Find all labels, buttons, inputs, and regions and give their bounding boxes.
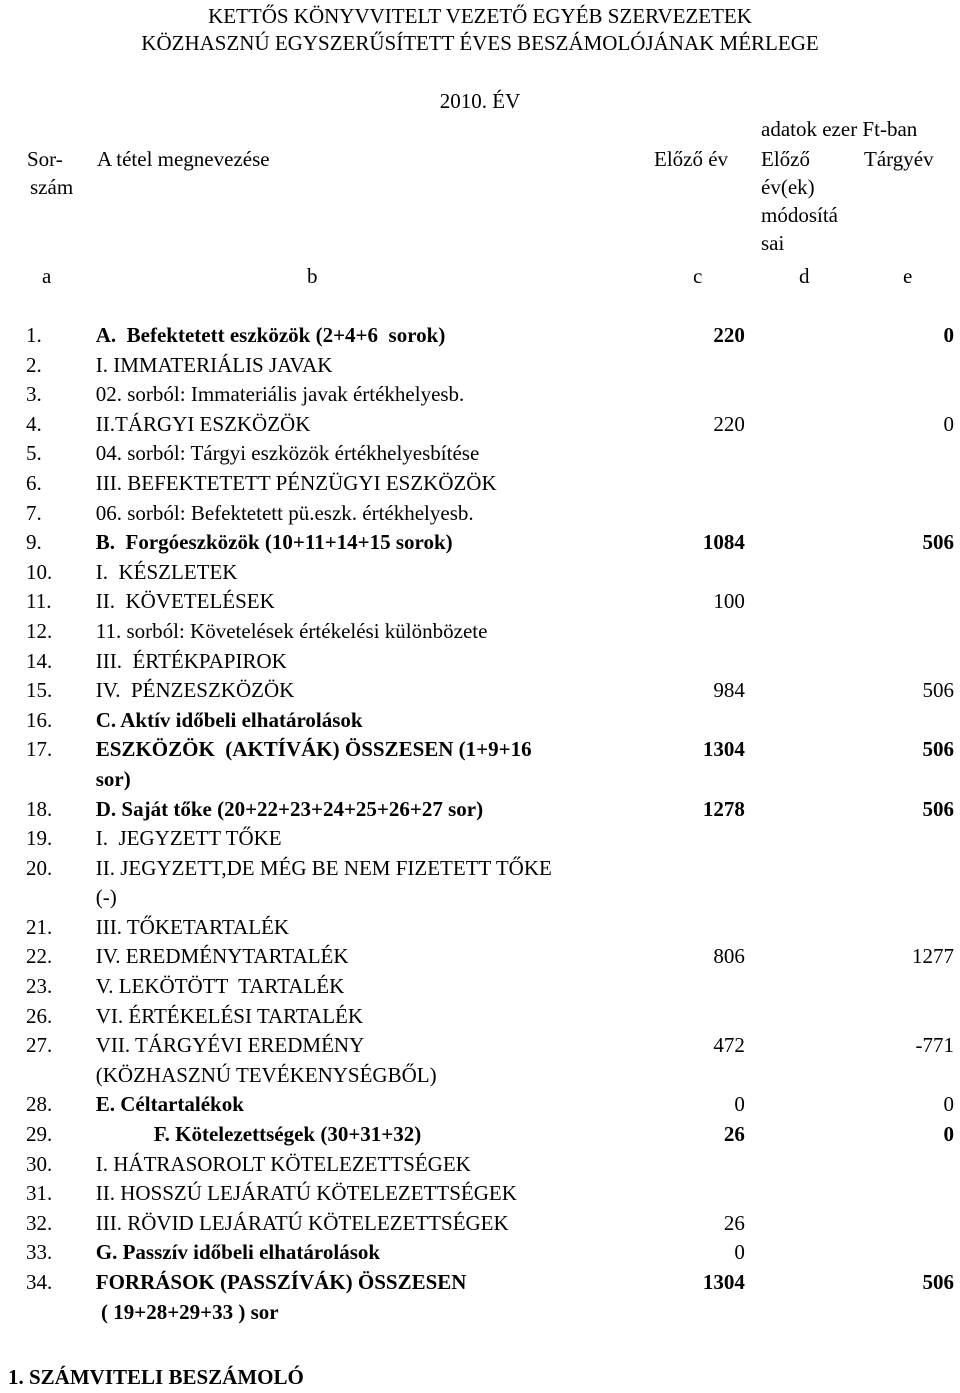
table-row (24, 1120, 956, 1150)
row-item-name (96, 321, 616, 351)
row-item-name-text: VII. TÁRGYÉVI EREDMÉNY (95, 1033, 365, 1058)
row-prev-year-value: 1304 (702, 1270, 745, 1294)
header-prev-year: Előző év (654, 147, 729, 171)
row-item-name-text: 02. sorból: Immateriális javak értékhelyesb. (95, 382, 465, 407)
row-item-name (96, 795, 616, 825)
row-number: 21. (26, 914, 53, 939)
row-item-name-text: B. Forgóeszközök (10+11+14+15 sorok) (95, 530, 453, 555)
row-item-name-continuation: (-) (95, 885, 117, 910)
row-prev-year-value: 1084 (702, 530, 745, 555)
row-item-name-text: III. TŐKETARTALÉK (95, 914, 290, 939)
row-item-name (96, 972, 616, 1002)
row-item-name-text: IV. EREDMÉNYTARTALÉK (95, 944, 349, 969)
table-row (24, 321, 956, 351)
row-item-name-text: II.TÁRGYI ESZKÖZÖK (95, 411, 311, 436)
row-item-name (96, 942, 616, 972)
unit-note: adatok ezer Ft-ban (761, 117, 918, 141)
title-line-1: KETTŐS KÖNYVVITELT VEZETŐ EGYÉB SZERVEZETEK (208, 4, 752, 28)
row-number: 2. (26, 352, 42, 377)
row-number: 34. (26, 1270, 53, 1294)
row-number: 17. (26, 737, 53, 762)
row-prev-year-value (615, 469, 745, 499)
row-current-year-value (745, 380, 956, 410)
table-row (24, 1090, 956, 1120)
row-prev-year-value (615, 499, 745, 529)
row-item-name (96, 528, 616, 558)
header-sorszam-2: szám (30, 175, 74, 199)
table-row (24, 1002, 956, 1032)
table-row (24, 410, 956, 440)
table-row (24, 469, 956, 499)
row-prev-year-value (615, 706, 745, 736)
row-prev-year-value (615, 380, 745, 410)
header-letter-a: a (42, 264, 52, 288)
table-row (24, 1268, 956, 1327)
row-item-name (96, 558, 616, 588)
row-prev-year-value (615, 1150, 745, 1180)
row-prev-year-value (615, 824, 745, 854)
row-item-name-text: 06. sorból: Befektetett pü.eszk. értékhelyesb. (95, 500, 474, 525)
table-row (24, 587, 956, 617)
row-prev-year-value: 806 (713, 944, 745, 969)
row-number: 22. (26, 944, 53, 969)
row-item-name-text: G. Passzív időbeli elhatárolások (95, 1240, 381, 1265)
row-item-name (96, 617, 616, 647)
row-number: 5. (26, 441, 42, 466)
row-prev-year-value (615, 854, 745, 913)
row-number: 11. (26, 589, 52, 614)
row-number: 27. (26, 1033, 53, 1058)
table-row (24, 1209, 956, 1239)
row-item-name-text: III. ÉRTÉKPAPIROK (95, 648, 287, 673)
row-item-name (96, 1179, 616, 1209)
row-item-name (96, 1090, 616, 1120)
row-item-name (96, 439, 616, 469)
table-row (24, 735, 956, 794)
row-item-name-text: III. BEFEKTETETT PÉNZÜGYI ESZKÖZÖK (95, 470, 497, 495)
row-item-name-text: ESZKÖZÖK (AKTÍVÁK) ÖSSZESEN (1+9+16 (95, 737, 532, 762)
row-current-year-value (745, 647, 956, 677)
row-prev-year-value: 1278 (702, 796, 745, 821)
header-modification-3: módosítá (761, 203, 838, 227)
row-item-name-text: C. Aktív időbeli elhatárolások (95, 707, 363, 732)
table-row (24, 942, 956, 972)
row-item-name-continuation: ( 19+28+29+33 ) sor (95, 1299, 279, 1324)
row-item-name-text: I. IMMATERIÁLIS JAVAK (95, 352, 333, 377)
title-line-2: KÖZHASZNÚ EGYSZERŰSÍTETT ÉVES BESZÁMOLÓJÁNAK MÉRLEGE (141, 31, 819, 55)
table-row (24, 380, 956, 410)
row-current-year-value: 0 (943, 1092, 954, 1117)
row-prev-year-value: 1304 (702, 737, 745, 762)
header-letter-c: c (693, 264, 703, 288)
table-row (24, 647, 956, 677)
row-prev-year-value (615, 558, 745, 588)
header-letter-d: d (799, 264, 810, 288)
row-prev-year-value (615, 972, 745, 1002)
row-item-name (96, 706, 616, 736)
row-item-name (96, 1268, 616, 1327)
table-row (24, 1150, 956, 1180)
row-number: 26. (26, 1003, 53, 1028)
table-row (24, 972, 956, 1002)
row-current-year-value (745, 1209, 956, 1239)
row-item-name (96, 1002, 616, 1032)
header-current-year: Tárgyév (864, 147, 934, 171)
row-item-name (96, 854, 616, 913)
row-item-name-text: I. HÁTRASOROLT KÖTELEZETTSÉGEK (95, 1151, 471, 1176)
row-number: 18. (26, 796, 53, 821)
row-item-name (96, 1120, 616, 1150)
row-number: 29. (26, 1122, 53, 1147)
row-item-name (96, 499, 616, 529)
balance-table (24, 321, 956, 1327)
header-letter-e: e (903, 264, 913, 288)
row-item-name-text: VI. ÉRTÉKELÉSI TARTALÉK (95, 1003, 364, 1028)
row-prev-year-value: 100 (713, 589, 745, 614)
row-item-name-text: I. KÉSZLETEK (95, 559, 238, 584)
row-item-name-text: II. JEGYZETT,DE MÉG BE NEM FIZETETT TŐKE (95, 855, 552, 880)
row-number: 33. (26, 1240, 53, 1265)
row-current-year-value: -771 (915, 1033, 954, 1058)
row-item-name-text: A. Befektetett eszközök (2+4+6 sorok) (95, 323, 446, 347)
row-prev-year-value (615, 1179, 745, 1209)
row-current-year-value: 506 (922, 530, 954, 555)
row-prev-year-value (615, 617, 745, 647)
row-item-name (96, 380, 616, 410)
header-modification-1: Előző (761, 147, 810, 171)
row-number: 30. (26, 1151, 53, 1176)
row-item-name (96, 469, 616, 499)
row-item-name (96, 824, 616, 854)
row-current-year-value (745, 587, 956, 617)
row-item-name-text: II. KÖVETELÉSEK (95, 589, 275, 614)
row-number: 14. (26, 648, 53, 673)
row-current-year-value (745, 439, 956, 469)
row-prev-year-value (615, 351, 745, 381)
row-item-name (96, 1150, 616, 1180)
row-number: 7. (26, 500, 42, 525)
table-row (24, 854, 956, 913)
row-number: 20. (26, 855, 53, 880)
row-item-name (96, 1209, 616, 1239)
row-current-year-value (745, 351, 956, 381)
row-number: 10. (26, 559, 53, 584)
row-number: 16. (26, 707, 53, 732)
row-current-year-value (745, 469, 956, 499)
row-prev-year-value (615, 647, 745, 677)
row-current-year-value: 0 (943, 323, 954, 347)
row-number: 28. (26, 1092, 53, 1117)
row-current-year-value (745, 617, 956, 647)
row-item-name (96, 587, 616, 617)
row-prev-year-value: 26 (723, 1122, 745, 1147)
table-row (24, 1031, 956, 1090)
row-item-name-text: IV. PÉNZESZKÖZÖK (95, 678, 295, 703)
row-current-year-value (745, 1150, 956, 1180)
table-row (24, 795, 956, 825)
row-prev-year-value: 220 (713, 323, 745, 347)
row-item-name (96, 410, 616, 440)
row-number: 3. (26, 382, 42, 407)
row-prev-year-value: 0 (734, 1092, 745, 1117)
table-row (24, 499, 956, 529)
row-item-name (96, 1031, 616, 1090)
header-modification-4: sai (761, 231, 785, 255)
table-row (24, 913, 956, 943)
row-current-year-value (745, 972, 956, 1002)
table-row (24, 676, 956, 706)
row-current-year-value (745, 1238, 956, 1268)
table-row (24, 528, 956, 558)
row-current-year-value (745, 1179, 956, 1209)
row-item-name-text: III. RÖVID LEJÁRATÚ KÖTELEZETTSÉGEK (95, 1210, 509, 1235)
row-number: 15. (26, 678, 53, 703)
row-current-year-value: 506 (922, 678, 954, 703)
row-item-name-text: F. Kötelezettségek (30+31+32) (153, 1122, 422, 1147)
row-current-year-value: 1277 (912, 944, 954, 969)
row-current-year-value (745, 1002, 956, 1032)
row-number: 31. (26, 1181, 53, 1206)
row-item-name-continuation: sor) (95, 766, 131, 791)
row-current-year-value (745, 499, 956, 529)
row-number: 6. (26, 470, 42, 495)
row-current-year-value: 506 (922, 737, 954, 762)
row-number: 1. (26, 323, 42, 347)
header-letter-b: b (307, 264, 318, 288)
row-number: 9. (26, 530, 42, 555)
row-current-year-value: 0 (943, 411, 954, 436)
row-current-year-value: 506 (922, 1270, 954, 1294)
table-row (24, 1238, 956, 1268)
row-item-name (96, 913, 616, 943)
row-prev-year-value (615, 1002, 745, 1032)
row-item-name-text: FORRÁSOK (PASSZÍVÁK) ÖSSZESEN (95, 1270, 467, 1294)
row-item-name (96, 351, 616, 381)
row-item-name-text: D. Saját tőke (20+22+23+24+25+26+27 sor) (95, 796, 484, 821)
row-item-name (96, 1238, 616, 1268)
table-row (24, 706, 956, 736)
row-current-year-value (745, 913, 956, 943)
row-prev-year-value: 984 (713, 678, 745, 703)
header-item-name: A tétel megnevezése (97, 147, 270, 171)
row-number: 32. (26, 1210, 53, 1235)
row-current-year-value: 0 (943, 1122, 954, 1147)
row-current-year-value (745, 558, 956, 588)
header-modification-2: év(ek) (761, 175, 815, 199)
row-item-name-text: 04. sorból: Tárgyi eszközök értékhelyesbítése (95, 441, 480, 466)
row-item-name (96, 676, 616, 706)
table-row (24, 824, 956, 854)
row-item-name-text: II. HOSSZÚ LEJÁRATÚ KÖTELEZETTSÉGEK (95, 1181, 517, 1206)
row-item-name (96, 735, 616, 794)
row-item-name (96, 647, 616, 677)
row-current-year-value (745, 706, 956, 736)
row-current-year-value: 506 (922, 796, 954, 821)
table-row (24, 1179, 956, 1209)
row-prev-year-value: 26 (723, 1210, 745, 1235)
row-number: 4. (26, 411, 42, 436)
row-number: 12. (26, 618, 53, 643)
table-row (24, 351, 956, 381)
row-item-name-continuation: (KÖZHASZNÚ TEVÉKENYSÉGBŐL) (95, 1062, 437, 1087)
footer-section-title: 1. SZÁMVITELI BESZÁMOLÓ (8, 1365, 304, 1389)
row-prev-year-value: 220 (713, 411, 745, 436)
row-prev-year-value: 472 (713, 1033, 745, 1058)
title-year: 2010. ÉV (439, 89, 521, 113)
row-current-year-value (745, 824, 956, 854)
header-sorszam-1: Sor- (27, 147, 63, 171)
row-item-name-text: V. LEKÖTÖTT TARTALÉK (95, 974, 345, 999)
row-prev-year-value: 0 (734, 1240, 745, 1265)
row-number: 19. (26, 826, 53, 851)
row-prev-year-value (615, 913, 745, 943)
table-row (24, 558, 956, 588)
table-row (24, 617, 956, 647)
row-current-year-value (745, 854, 956, 913)
row-item-name-text: E. Céltartalékok (95, 1092, 244, 1117)
row-number: 23. (26, 974, 53, 999)
row-prev-year-value (615, 439, 745, 469)
row-item-name-text: 11. sorból: Követelések értékelési különbözete (95, 618, 488, 643)
table-row (24, 439, 956, 469)
row-item-name-text: I. JEGYZETT TŐKE (95, 826, 282, 851)
